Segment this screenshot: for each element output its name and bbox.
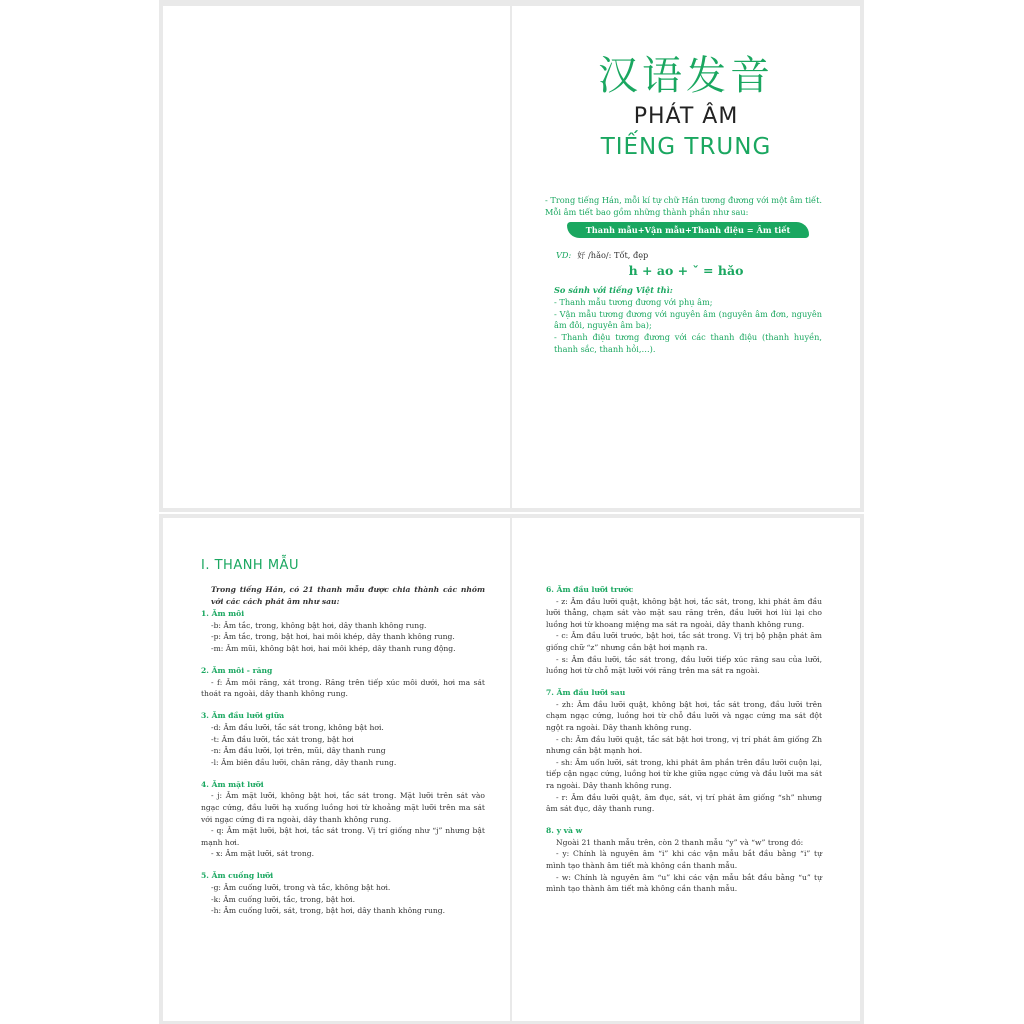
- section-title: I. THANH MẪU: [201, 558, 299, 573]
- section-lead: Trong tiếng Hán, có 21 thanh mẫu được chia thành các nhóm với các cách phát âm như sau:: [211, 585, 485, 606]
- group-item: - x: Âm mặt lưỡi, sát trong.: [211, 849, 314, 859]
- thanh-mau-page-left: [163, 518, 510, 1021]
- comparison-item: - Thanh điệu tương đương với các thanh điệu (thanh huyền, thanh sắc, thanh hỏi,…).: [554, 332, 822, 354]
- example-formula: h + ao + ˇ = hǎo: [628, 263, 744, 278]
- group-item: - z: Âm đầu lưỡi quật, không bật hơi, tắc sát, trong, khi phát âm đầu lưỡi thẳng, chạm sát vào mặt sau răng trên, đầu lưỡi hơi lùi lại cho luồng hơi từ khoang miệng ma sát ra ngoài, dây thanh không rung.: [546, 596, 822, 629]
- group-item: - j: Âm mặt lưỡi, không bật hơi, tắc sát trong. Mặt lưỡi trên sát vào ngạc cứng, đầu lưỡi hạ xuống luồng hơi từ khoảng mặt lưỡi trên ma sát với ngạc cứng đi ra ngoài, dây thanh không rung.: [201, 791, 485, 824]
- group-item: - s: Âm đầu lưỡi, tắc sát trong, đầu lưỡi tiếp xúc răng sau của lưỡi, luồng hơi từ chỗ mặt lưỡi với răng trên ma sát ra ngoài.: [546, 654, 822, 676]
- bottom-spread: [159, 514, 864, 1024]
- intro-paragraph: - Trong tiếng Hán, mỗi kí tự chữ Hán tương đương với một âm tiết. Mỗi âm tiết bao gồm những thành phần như sau:: [545, 195, 822, 217]
- group-item: -t: Âm đầu lưỡi, tắc xát trong, bật hơi: [211, 734, 354, 744]
- title-page: [512, 6, 860, 508]
- group-item: - w: Chính là nguyên âm “u” khi các vận mẫu bắt đầu bằng “u” tự mình tạo thành âm tiết mà không cần thanh mẫu.: [546, 872, 822, 894]
- example-line: [556, 250, 648, 261]
- formula-banner: Thanh mẫu+Vận mẫu+Thanh điệu = Âm tiết: [567, 222, 809, 238]
- right-column: [546, 584, 822, 895]
- group-item: - q: Âm mặt lưỡi, bật hơi, tắc sát trong. Vị trí giống như “j” nhưng bật mạnh hơi.: [201, 826, 485, 847]
- comparison-heading: So sánh với tiếng Việt thì:: [554, 285, 673, 295]
- group-item: -p: Âm tắc, trong, bật hơi, hai môi khép, dây thanh không rung.: [211, 632, 455, 642]
- group-item: -b: Âm tắc, trong, không bật hơi, dây thanh không rung.: [211, 620, 427, 630]
- comparison-item: - Vận mẫu tương đương với nguyên âm (nguyên âm đơn, nguyên âm đôi, nguyên âm ba);: [554, 308, 822, 331]
- title-line-2: TIẾNG TRUNG: [600, 134, 772, 160]
- group-item: Ngoài 21 thanh mẫu trên, còn 2 thanh mẫu “y” và “w” trong đó:: [556, 837, 804, 847]
- thanh-mau-page-right: [512, 518, 860, 1021]
- group-item: - c: Âm đầu lưỡi trước, bật hơi, tắc sát trong. Vị trị bộ phận phát âm giống chữ “z” nhưng cần bật hơi mạnh ra.: [546, 631, 822, 652]
- comparison-block: [554, 285, 822, 356]
- group-item: -l: Âm biên đầu lưỡi, chân răng, dây thanh rung.: [211, 757, 397, 767]
- comparison-item: - Thanh mẫu tương đương với phụ âm;: [554, 296, 713, 307]
- group-item: -g: Âm cuống lưỡi, trong và tắc, không bật hơi.: [211, 883, 391, 893]
- group-heading: 6. Âm đầu lưỡi trước: [546, 585, 634, 594]
- group-item: -h: Âm cuống lưỡi, sát, trong, bật hơi, dây thanh không rung.: [211, 906, 446, 916]
- top-spread: [159, 0, 864, 512]
- left-column: [201, 584, 485, 917]
- group-item: -d: Âm đầu lưỡi, tắc sát trong, không bật hơi.: [211, 722, 384, 732]
- example-label: VD:: [556, 250, 572, 260]
- blank-page: [163, 6, 510, 508]
- group-item: -k: Âm cuống lưỡi, tắc, trong, bật hơi.: [211, 894, 355, 904]
- group-heading: 1. Âm môi: [201, 609, 245, 619]
- example-text: 好 /hǎo/: Tốt, đẹp: [577, 250, 649, 260]
- group-item: - ch: Âm đầu lưỡi quật, tắc sát bật hơi trong, vị trí phát âm giống Zh nhưng cần bật mạnh hơi.: [546, 734, 822, 756]
- group-heading: 2. Âm môi - răng: [201, 666, 273, 676]
- group-item: -n: Âm đầu lưỡi, lợi trên, mũi, dây thanh rung: [211, 746, 386, 756]
- group-item: -m: Âm mũi, không bật hơi, hai môi khép, dây thanh rung động.: [211, 643, 456, 653]
- group-item: - y: Chính là nguyên âm “i” khi các vận mẫu bắt đầu bằng “i” tự mình tạo thành âm tiết mà không cần thanh mẫu.: [546, 849, 822, 871]
- group-heading: 3. Âm đầu lưỡi giữa: [201, 711, 285, 721]
- group-heading: 8. y và w: [546, 826, 583, 836]
- group-item: - zh: Âm đầu lưỡi quật, không bật hơi, tắc sát trong, đầu lưỡi trên chạm ngạc cứng, luồng hơi từ chỗ đầu lưỡi và ngạc cứng ma sát đột ngột ra ngoài. Dây thanh không rung.: [546, 699, 822, 733]
- group-item: - r: Âm đầu lưỡi quật, âm đục, sát, vị trí phát âm giống “sh” nhưng âm sát đục, dây thanh rung.: [546, 792, 822, 814]
- group-item: - sh: Âm uốn lưỡi, sát trong, khi phát âm phần trên đầu lưỡi cuộn lại, tiếp cận ngạc cứng, luồng hơi từ khe giữa ngạc cứng và đầu lưỡi ma sát ra ngoài. Dây thanh không rung.: [546, 757, 822, 790]
- group-item: - f: Âm môi răng, xát trong. Răng trên tiếp xúc môi dưới, hơi ma sát thoát ra ngoài, dây thanh không rung.: [201, 677, 485, 699]
- chinese-title: 汉语发音: [598, 53, 774, 99]
- group-heading: 5. Âm cuống lưỡi: [201, 871, 274, 881]
- group-heading: 7. Âm đầu lưỡi sau: [546, 688, 626, 698]
- group-heading: 4. Âm mặt lưỡi: [201, 779, 264, 789]
- title-line-1: PHÁT ÂM: [633, 104, 739, 129]
